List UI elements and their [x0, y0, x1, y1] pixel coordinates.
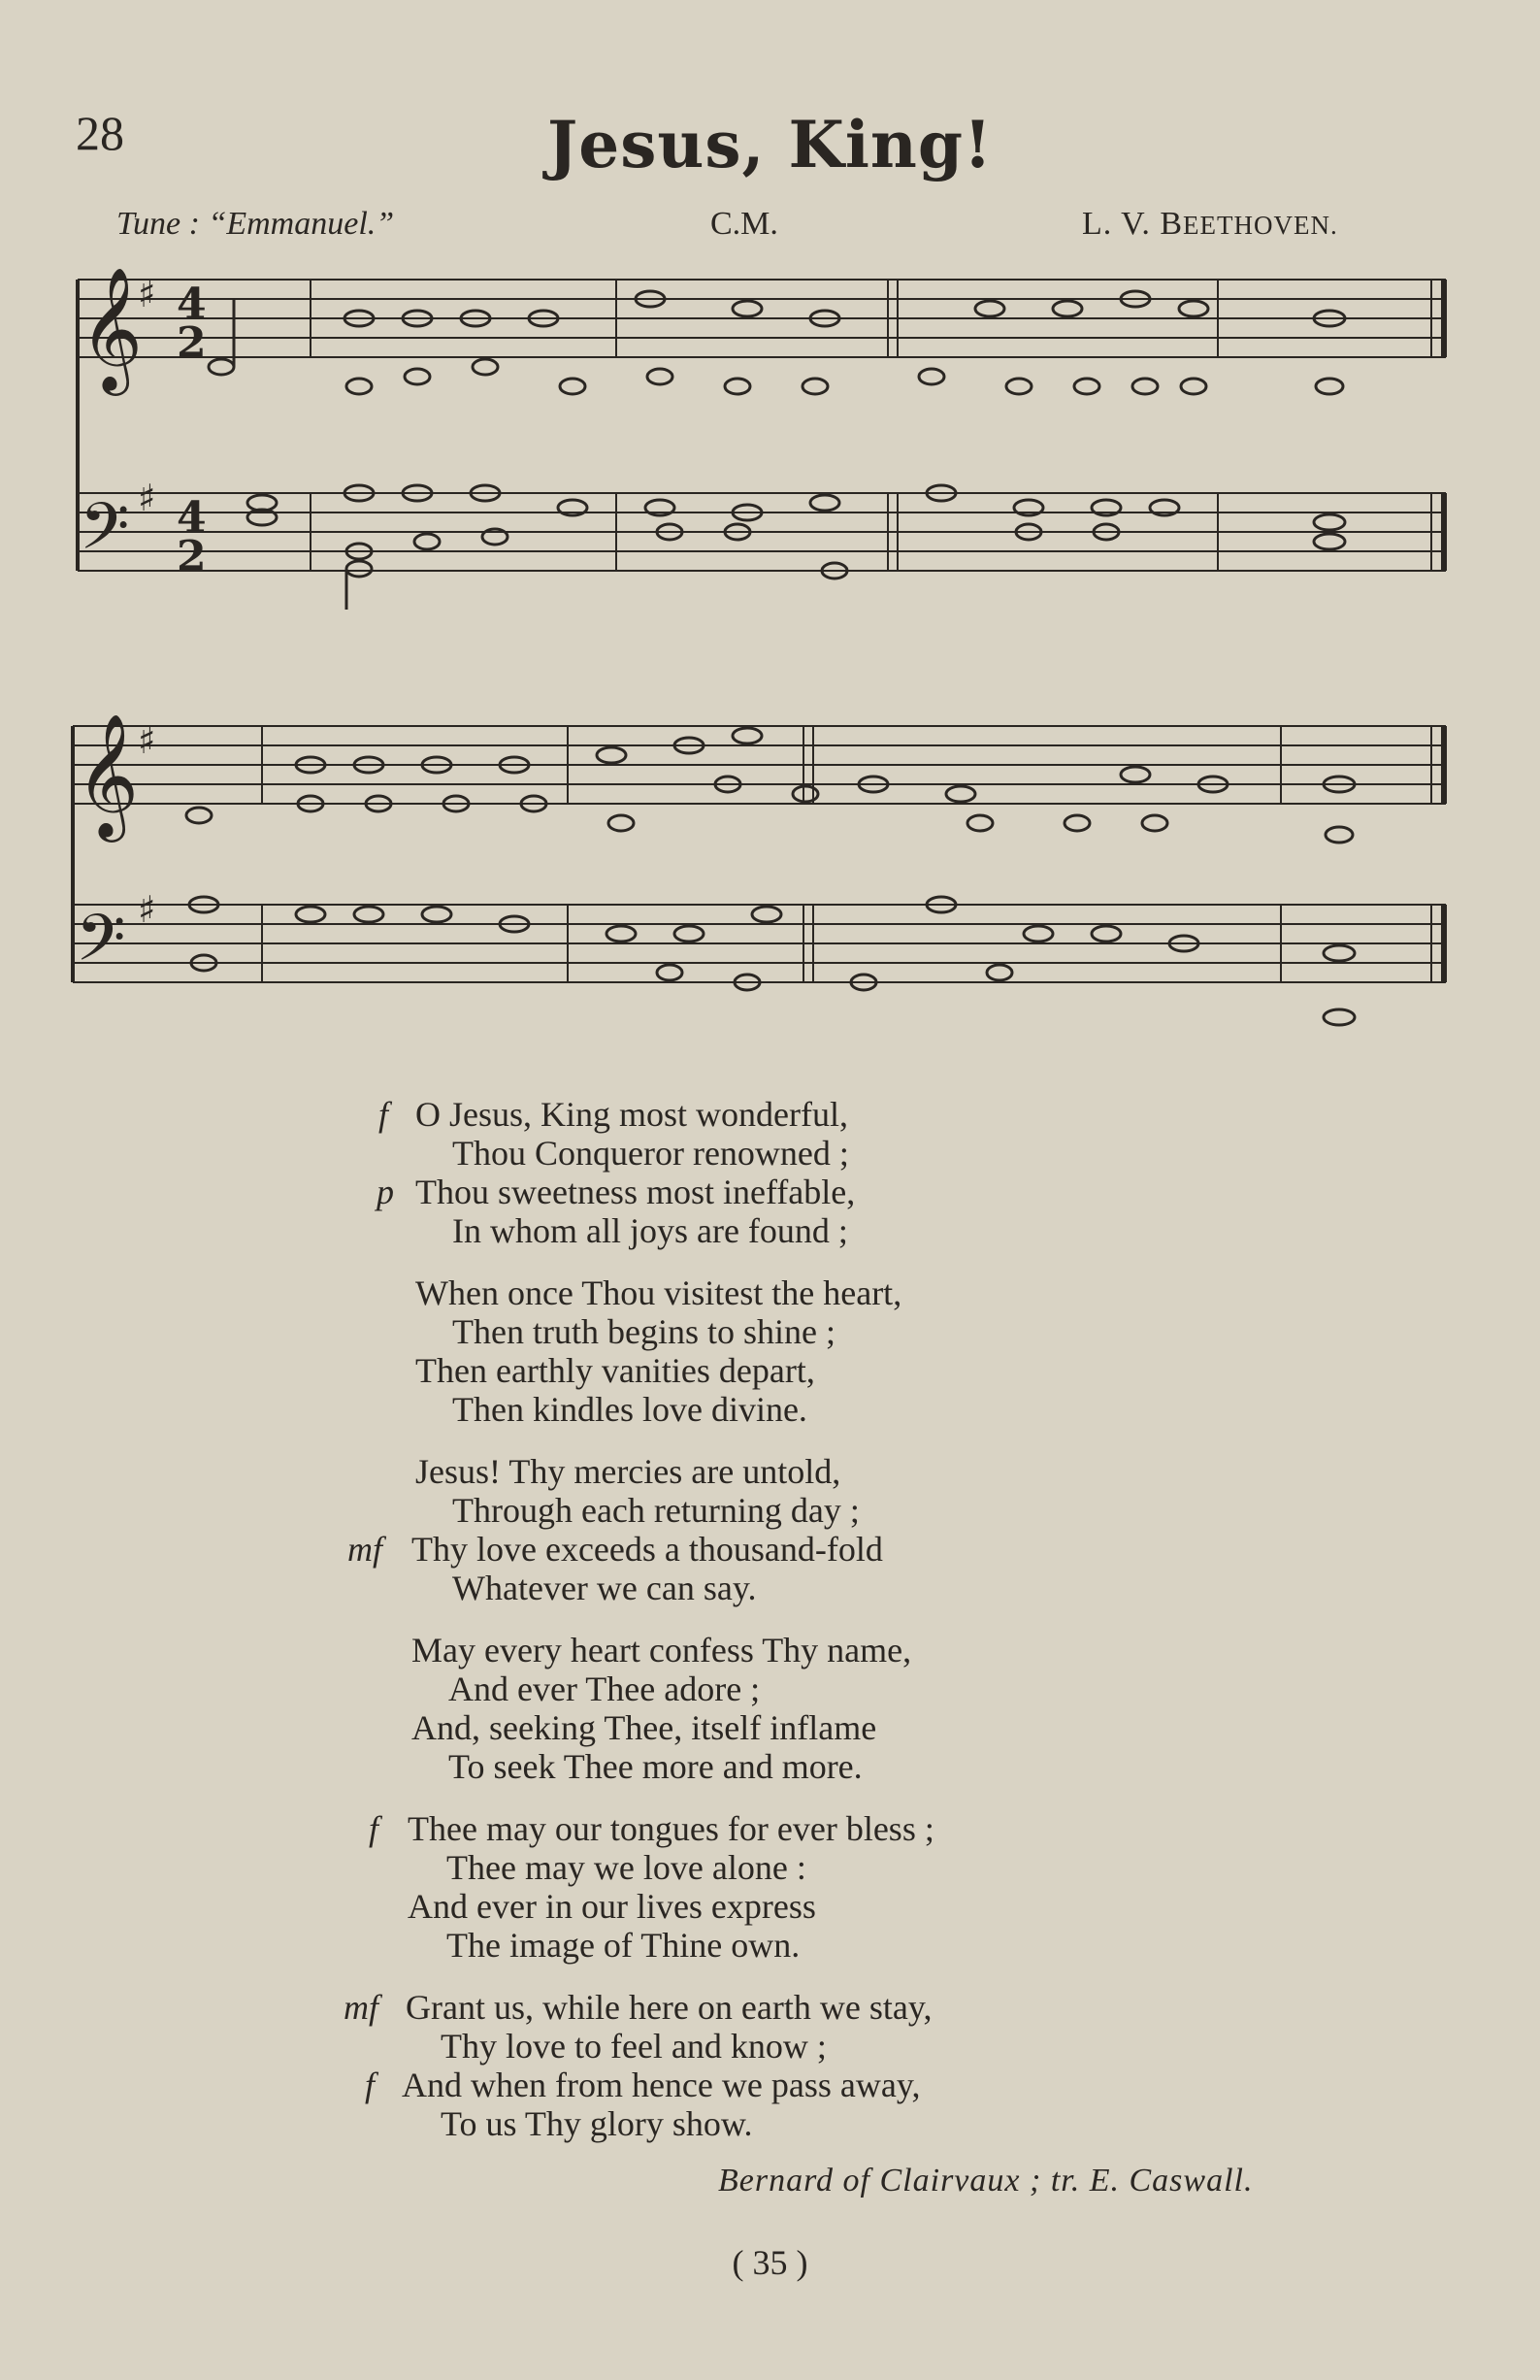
verse-line: And when from hence we pass away,: [402, 2066, 921, 2104]
treble-clef-icon: 𝄞: [80, 266, 144, 390]
page-number: 28: [76, 106, 124, 160]
hymn-title: Jesus, King!: [546, 107, 993, 182]
verse-line: Jesus! Thy mercies are untold,: [415, 1452, 841, 1491]
verse-line: To us Thy glory show.: [441, 2104, 753, 2143]
notes-system-1: [209, 291, 1345, 610]
verse-line: And ever Thee adore ;: [448, 1669, 761, 1708]
attribution: Bernard of Clairvaux ; tr. E. Caswall.: [718, 2163, 1254, 2198]
music-system-2: [68, 679, 1465, 1048]
verse-line: Thy love exceeds a thousand-fold: [411, 1530, 883, 1569]
verse-line: Then truth begins to shine ;: [452, 1312, 836, 1351]
verse-line: In whom all joys are found ;: [452, 1211, 848, 1250]
verse-line: Grant us, while here on earth we stay,: [406, 1988, 933, 2027]
verse-line: When once Thou visitest the heart,: [415, 1273, 902, 1312]
verse-line: May every heart confess Thy name,: [411, 1631, 912, 1669]
verse-line: The image of Thine own.: [446, 1926, 801, 1965]
meter: C.M.: [710, 206, 778, 242]
verse-line: Then kindles love divine.: [452, 1390, 807, 1429]
verse-line: Thee may our tongues for ever bless ;: [408, 1809, 934, 1848]
treble-staff-1: [78, 280, 1446, 357]
tune-name: “Emmanuel.”: [208, 206, 395, 242]
treble-staff-2: [73, 726, 1446, 804]
verse-line: Thou Conqueror renowned ;: [452, 1134, 849, 1173]
svg-text:♯: ♯: [138, 887, 156, 931]
music-system-1: [68, 260, 1465, 629]
verse-line: And, seeking Thee, itself inflame: [411, 1708, 877, 1747]
verse-line: Whatever we can say.: [452, 1569, 757, 1607]
bass-clef-icon: 𝄢: [80, 489, 130, 579]
verse-line: Thou sweetness most ineffable,: [415, 1173, 856, 1211]
svg-text:𝄢: 𝄢: [76, 901, 126, 991]
bass-staff-2: [73, 905, 1446, 982]
notes-system-2: [186, 728, 1355, 1025]
folio-number: ( 35 ): [732, 2243, 808, 2282]
composer: L. V. BEETHOVEN.: [1082, 206, 1338, 242]
verse-line: Thy love to feel and know ;: [441, 2027, 827, 2066]
svg-text:4: 4: [177, 280, 207, 329]
verse-line: Then earthly vanities depart,: [415, 1351, 815, 1390]
tune-prefix: Tune :: [116, 206, 200, 242]
svg-text:𝄞: 𝄞: [76, 712, 140, 837]
verse-line: Thee may we love alone :: [446, 1848, 806, 1887]
svg-text:♯: ♯: [138, 718, 156, 762]
verse-line: Through each returning day ;: [452, 1491, 860, 1530]
svg-text:2: 2: [177, 318, 207, 368]
verse-line: To seek Thee more and more.: [448, 1747, 863, 1786]
svg-text:4: 4: [177, 493, 207, 543]
svg-text:♯: ♯: [138, 476, 156, 519]
tune-label: [116, 206, 394, 243]
verse-line: And ever in our lives express: [408, 1887, 816, 1926]
bass-staff-1: [78, 493, 1446, 571]
svg-text:♯: ♯: [138, 272, 156, 315]
svg-text:2: 2: [177, 532, 207, 581]
verse-line: O Jesus, King most wonderful,: [415, 1095, 848, 1134]
